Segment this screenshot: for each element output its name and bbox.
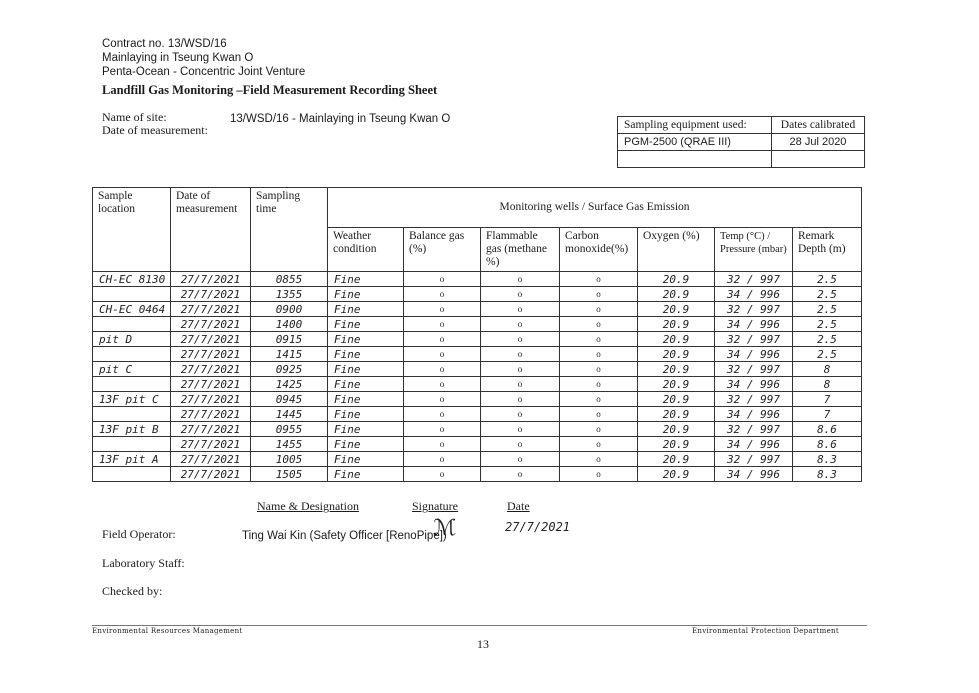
row-temp-pressure: 34 / 996: [715, 467, 793, 482]
row-remark-depth: 2.5: [793, 317, 862, 332]
row-date: 27/7/2021: [171, 437, 251, 452]
row-carbon-monoxide: o: [560, 437, 638, 452]
row-date: 27/7/2021: [171, 407, 251, 422]
col-balance-gas: Balance gas (%): [404, 228, 481, 272]
row-date: 27/7/2021: [171, 287, 251, 302]
row-temp-pressure: 32 / 997: [715, 332, 793, 347]
row-remark-depth: 2.5: [793, 347, 862, 362]
row-carbon-monoxide: o: [560, 467, 638, 482]
row-weather: Fine: [328, 317, 404, 332]
row-location: [93, 377, 171, 392]
row-carbon-monoxide: o: [560, 377, 638, 392]
table-row: [93, 467, 862, 482]
row-remark-depth: 8: [793, 377, 862, 392]
row-balance-gas: o: [404, 332, 481, 347]
row-flammable-gas: o: [481, 392, 560, 407]
row-balance-gas: o: [404, 437, 481, 452]
measurement-table: [92, 187, 862, 482]
name-designation-header: Name & Designation: [257, 499, 359, 513]
row-time: 0955: [251, 422, 328, 437]
row-date: 27/7/2021: [171, 392, 251, 407]
row-time: 1455: [251, 437, 328, 452]
row-time: 0945: [251, 392, 328, 407]
row-date: 27/7/2021: [171, 332, 251, 347]
row-time: 1505: [251, 467, 328, 482]
row-date: 27/7/2021: [171, 302, 251, 317]
measurement-date-label: Date of measurement:: [102, 123, 208, 137]
row-location: 13F pit A: [93, 452, 171, 467]
row-location: [93, 347, 171, 362]
row-remark-depth: 8.6: [793, 437, 862, 452]
row-oxygen: 20.9: [638, 392, 715, 407]
row-remark-depth: 7: [793, 392, 862, 407]
row-oxygen: 20.9: [638, 422, 715, 437]
equipment-header: Sampling equipment used:: [618, 117, 772, 134]
site-name-label: Name of site:: [102, 110, 167, 124]
row-flammable-gas: o: [481, 437, 560, 452]
row-weather: Fine: [328, 362, 404, 377]
table-row: [93, 392, 862, 407]
col-time: Sampling time: [251, 188, 328, 272]
row-time: 1355: [251, 287, 328, 302]
row-location: 13F pit C: [93, 392, 171, 407]
row-temp-pressure: 34 / 996: [715, 347, 793, 362]
contract-number: Contract no. 13/WSD/16: [102, 38, 227, 50]
table-row: [93, 377, 862, 392]
row-flammable-gas: o: [481, 362, 560, 377]
row-carbon-monoxide: o: [560, 287, 638, 302]
row-balance-gas: o: [404, 272, 481, 287]
row-weather: Fine: [328, 467, 404, 482]
row-balance-gas: o: [404, 422, 481, 437]
row-date: 27/7/2021: [171, 272, 251, 287]
row-weather: Fine: [328, 422, 404, 437]
col-group-monitoring: Monitoring wells / Surface Gas Emission: [328, 188, 862, 228]
site-name-value: 13/WSD/16 - Mainlaying in Tseung Kwan O: [230, 113, 451, 125]
row-balance-gas: o: [404, 467, 481, 482]
row-weather: Fine: [328, 272, 404, 287]
page-number: 13: [477, 637, 489, 651]
table-row: [93, 272, 862, 287]
row-date: 27/7/2021: [171, 317, 251, 332]
row-flammable-gas: o: [481, 332, 560, 347]
row-time: 1005: [251, 452, 328, 467]
row-flammable-gas: o: [481, 317, 560, 332]
row-weather: Fine: [328, 392, 404, 407]
row-date: 27/7/2021: [171, 452, 251, 467]
row-balance-gas: o: [404, 407, 481, 422]
row-oxygen: 20.9: [638, 302, 715, 317]
row-oxygen: 20.9: [638, 377, 715, 392]
row-location: 13F pit B: [93, 422, 171, 437]
row-flammable-gas: o: [481, 467, 560, 482]
row-date: 27/7/2021: [171, 347, 251, 362]
sheet-title: Landfill Gas Monitoring –Field Measurement Recording Sheet: [102, 83, 438, 97]
contractor-name: Penta-Ocean - Concentric Joint Venture: [102, 66, 306, 78]
row-temp-pressure: 32 / 997: [715, 362, 793, 377]
row-flammable-gas: o: [481, 407, 560, 422]
signature-header: Signature: [412, 499, 458, 513]
row-carbon-monoxide: o: [560, 422, 638, 437]
row-balance-gas: o: [404, 452, 481, 467]
col-remark-depth: Remark Depth (m): [793, 228, 862, 272]
row-location: CH-EC 8130: [93, 272, 171, 287]
row-balance-gas: o: [404, 362, 481, 377]
row-carbon-monoxide: o: [560, 407, 638, 422]
row-temp-pressure: 32 / 997: [715, 452, 793, 467]
row-date: 27/7/2021: [171, 467, 251, 482]
row-oxygen: 20.9: [638, 467, 715, 482]
row-temp-pressure: 34 / 996: [715, 317, 793, 332]
row-remark-depth: 8.6: [793, 422, 862, 437]
equipment-table: [617, 116, 865, 168]
row-oxygen: 20.9: [638, 287, 715, 302]
table-row: [93, 302, 862, 317]
row-carbon-monoxide: o: [560, 302, 638, 317]
row-date: 27/7/2021: [171, 377, 251, 392]
row-weather: Fine: [328, 347, 404, 362]
row-location: [93, 407, 171, 422]
col-weather: Weather condition: [328, 228, 404, 272]
col-carbon-monoxide: Carbon monoxide(%): [560, 228, 638, 272]
row-weather: Fine: [328, 407, 404, 422]
equipment-blank-cell: [772, 151, 865, 168]
footer-rule: [92, 625, 867, 626]
row-temp-pressure: 32 / 997: [715, 272, 793, 287]
row-location: CH-EC 0464: [93, 302, 171, 317]
row-location: pit D: [93, 332, 171, 347]
row-temp-pressure: 34 / 996: [715, 407, 793, 422]
row-carbon-monoxide: o: [560, 452, 638, 467]
row-temp-pressure: 34 / 996: [715, 437, 793, 452]
row-weather: Fine: [328, 377, 404, 392]
row-flammable-gas: o: [481, 302, 560, 317]
row-balance-gas: o: [404, 377, 481, 392]
row-remark-depth: 2.5: [793, 272, 862, 287]
row-flammable-gas: o: [481, 377, 560, 392]
row-date: 27/7/2021: [171, 422, 251, 437]
row-time: 0915: [251, 332, 328, 347]
col-oxygen: Oxygen (%): [638, 228, 715, 272]
row-oxygen: 20.9: [638, 452, 715, 467]
row-flammable-gas: o: [481, 287, 560, 302]
row-weather: Fine: [328, 332, 404, 347]
row-location: pit C: [93, 362, 171, 377]
signature-mark: ℳ: [433, 516, 457, 541]
table-row: [93, 347, 862, 362]
row-flammable-gas: o: [481, 272, 560, 287]
row-remark-depth: 2.5: [793, 302, 862, 317]
col-sample-location: Sample location: [93, 188, 171, 272]
row-temp-pressure: 34 / 996: [715, 377, 793, 392]
col-date: Date of measurement: [171, 188, 251, 272]
checked-by-label: Checked by:: [102, 584, 163, 598]
row-temp-pressure: 32 / 997: [715, 422, 793, 437]
row-balance-gas: o: [404, 347, 481, 362]
row-flammable-gas: o: [481, 452, 560, 467]
row-remark-depth: 2.5: [793, 332, 862, 347]
lab-staff-label: Laboratory Staff:: [102, 556, 185, 570]
row-time: 1425: [251, 377, 328, 392]
row-remark-depth: 8: [793, 362, 862, 377]
footer-right: Environmental Protection Department: [692, 627, 839, 635]
row-oxygen: 20.9: [638, 332, 715, 347]
row-time: 0900: [251, 302, 328, 317]
row-balance-gas: o: [404, 287, 481, 302]
table-row: [93, 362, 862, 377]
row-carbon-monoxide: o: [560, 332, 638, 347]
field-operator-label: Field Operator:: [102, 527, 176, 541]
row-balance-gas: o: [404, 302, 481, 317]
row-carbon-monoxide: o: [560, 272, 638, 287]
equipment-blank-cell: [618, 151, 772, 168]
row-remark-depth: 8.3: [793, 452, 862, 467]
table-row: [93, 437, 862, 452]
table-row: [93, 452, 862, 467]
row-weather: Fine: [328, 302, 404, 317]
row-date: 27/7/2021: [171, 362, 251, 377]
row-time: 1400: [251, 317, 328, 332]
table-row: [93, 407, 862, 422]
row-flammable-gas: o: [481, 347, 560, 362]
row-time: 1415: [251, 347, 328, 362]
row-location: [93, 437, 171, 452]
row-oxygen: 20.9: [638, 272, 715, 287]
project-name: Mainlaying in Tseung Kwan O: [102, 52, 254, 64]
col-temp-pressure: Temp (°C) / Pressure (mbar): [715, 228, 793, 272]
row-oxygen: 20.9: [638, 407, 715, 422]
row-temp-pressure: 32 / 997: [715, 302, 793, 317]
row-temp-pressure: 34 / 996: [715, 287, 793, 302]
footer-left: Environmental Resources Management: [92, 627, 243, 635]
row-time: 0925: [251, 362, 328, 377]
row-location: [93, 287, 171, 302]
row-balance-gas: o: [404, 392, 481, 407]
date-header: Date: [507, 499, 530, 513]
row-weather: Fine: [328, 452, 404, 467]
row-location: [93, 317, 171, 332]
calibration-date: 28 Jul 2020: [772, 134, 865, 151]
row-carbon-monoxide: o: [560, 362, 638, 377]
row-remark-depth: 2.5: [793, 287, 862, 302]
row-weather: Fine: [328, 287, 404, 302]
table-row: [93, 422, 862, 437]
row-oxygen: 20.9: [638, 362, 715, 377]
row-carbon-monoxide: o: [560, 347, 638, 362]
row-oxygen: 20.9: [638, 317, 715, 332]
row-carbon-monoxide: o: [560, 392, 638, 407]
measurement-rows: [93, 272, 862, 482]
col-flammable-gas: Flammable gas (methane %): [481, 228, 560, 272]
row-oxygen: 20.9: [638, 437, 715, 452]
row-balance-gas: o: [404, 317, 481, 332]
calibration-header: Dates calibrated: [772, 117, 865, 134]
row-oxygen: 20.9: [638, 347, 715, 362]
table-row: [93, 332, 862, 347]
row-weather: Fine: [328, 437, 404, 452]
equipment-device: PGM-2500 (QRAE III): [618, 134, 772, 151]
row-time: 1445: [251, 407, 328, 422]
row-carbon-monoxide: o: [560, 317, 638, 332]
row-flammable-gas: o: [481, 422, 560, 437]
row-remark-depth: 8.3: [793, 467, 862, 482]
field-operator-name: Ting Wai Kin (Safety Officer [RenoPipe]): [242, 530, 447, 542]
table-row: [93, 287, 862, 302]
row-temp-pressure: 32 / 997: [715, 392, 793, 407]
row-time: 0855: [251, 272, 328, 287]
table-row: [93, 317, 862, 332]
field-operator-date: 27/7/2021: [505, 520, 571, 534]
row-location: [93, 467, 171, 482]
row-remark-depth: 7: [793, 407, 862, 422]
